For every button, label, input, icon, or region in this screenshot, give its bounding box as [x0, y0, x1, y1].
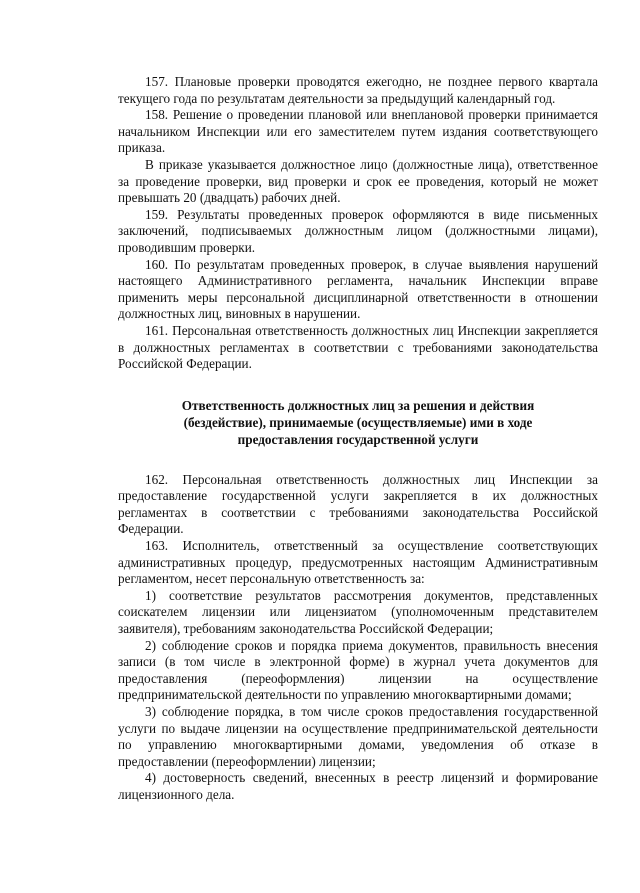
section-heading — [148, 397, 568, 448]
list-item-3: 3) соблюдение порядка, в том числе сроков предоставления государственной услуги по выдаче лицензии на осуществление предпринимательской деятельности по управлению многоквартирными домами, уведомления об отказе в предоставлении (переоформлении) лицензии; — [118, 704, 598, 769]
paragraph-159: 159. Результаты проведенных проверок оформляются в виде письменных заключений, подписываемых должностным лицом (должностными лицами), проводившим проверки. — [118, 206, 598, 255]
paragraph-158: 158. Решение о проведении плановой или внеплановой проверки принимается начальником Инспекции или его заместителем путем издания соответствующего приказа. — [118, 107, 598, 156]
list-item-1: 1) соответствие результатов рассмотрения документов, представленных соискателем лицензии или лицензиатом (уполномоченным представителем заявителя), требованиям законодательства Российской Федерации; — [118, 587, 598, 637]
paragraph-157: 157. Плановые проверки проводятся ежегодно, не позднее первого квартала текущего года по результатам деятельности за предыдущий календарный год. — [118, 74, 598, 106]
document-page — [118, 74, 598, 804]
paragraph-160: 160. По результатам проведенных проверок, в случае выявления нарушений настоящего Административного регламента, начальник Инспекции вправе применить меры персональной дисциплинарной ответственности в отношении должностных лиц, виновных в нарушении. — [118, 256, 598, 322]
paragraph-161: 161. Персональная ответственность должностных лиц Инспекции закрепляется в должностных регламентах в соответствии с требованиями законодательства Российской Федерации. — [118, 322, 598, 372]
paragraph-162: 162. Персональная ответственность должностных лиц Инспекции за предоставление государственной услуги закрепляется в их должностных регламентах в соответствии с требованиями законодательства Российской Федерации. — [118, 471, 598, 537]
section-heading-line-3: предоставления государственной услуги — [237, 431, 479, 447]
list-item-4: 4) достоверность сведений, внесенных в реестр лицензий и формирование лицензионного дела. — [118, 770, 598, 802]
paragraph-order-details: В приказе указывается должностное лицо (должностные лица), ответственное за проведение проверки, вид проверки и срок ее проведения, который не может превышать 20 (двадцать) рабочих дней. — [118, 156, 598, 206]
list-item-2: 2) соблюдение сроков и порядка приема документов, правильность внесения записи (в том числе в электронной форме) в журнал учета документов для предоставления (переоформления) лицензии на осуществление предпринимательской деятельности по управлению многоквартирными домами; — [118, 637, 598, 703]
paragraph-163: 163. Исполнитель, ответственный за осуществление соответствующих административных процедур, предусмотренных настоящим Административным регламентом, несет персональную ответственность за: — [118, 538, 598, 587]
section-heading-line-2: (бездействие), принимаемые (осуществляемые) ими в ходе — [183, 414, 533, 430]
section-heading-line-1: Ответственность должностных лиц за решения и действия — [181, 397, 535, 413]
